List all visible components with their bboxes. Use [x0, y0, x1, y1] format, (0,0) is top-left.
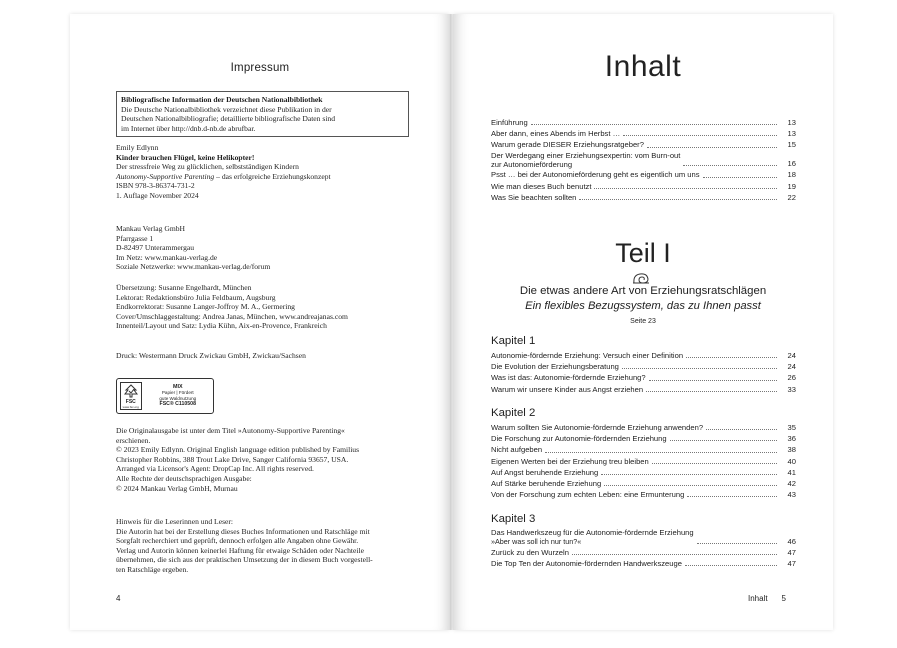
toc-entry[interactable]: Warum wir unsere Kinder aus Angst erziehen 33 — [491, 384, 796, 394]
rights-info — [116, 426, 416, 493]
toc-entry[interactable]: Die Forschung zur Autonomie-fördernden Erziehung 36 — [491, 434, 796, 444]
fsc-code: FSC® C110508 — [159, 400, 196, 407]
chapter-1-toc — [491, 350, 796, 395]
toc-entry[interactable]: Warum sollten Sie Autonomie-fördernde Erziehung anwenden? 35 — [491, 423, 796, 432]
print-info: Druck: Westermann Druck Zwickau GmbH, Zwickau/Sachsen — [116, 351, 306, 360]
credit-line: Endkorrektorat: Susanne Langer-Joffroy M. A., Germering — [116, 302, 295, 312]
biblio-line: im Internet über http://dnb.d-nb.de abrufbar. — [121, 123, 256, 133]
rights-line: © 2023 Emily Edlynn. Original English language edition published by Familius — [116, 445, 360, 455]
publisher-line: Mankau Verlag GmbH — [116, 224, 186, 233]
toc-entry[interactable]: Auf Stärke beruhende Erziehung 42 — [491, 479, 796, 489]
fsc-brand: FSC — [125, 399, 136, 405]
toc-entry[interactable]: Was ist das: Autonomie-fördernde Erziehung? 26 — [491, 373, 796, 383]
publisher-line: Pfarrgasse 1 — [116, 233, 154, 243]
right-page-footer — [748, 594, 786, 603]
footer-label: Inhalt — [747, 594, 768, 603]
rights-line: Arranged via Licensor's Agent: DropCap Inc. All rights reserved. — [116, 464, 314, 474]
toc-entry[interactable]: Die Top Ten der Autonomie-fördernden Handwerkszeuge 47 — [491, 559, 796, 569]
part-page: Seite 23 — [630, 318, 656, 325]
publisher-info — [116, 224, 416, 272]
original-title-rest: – das erfolgreiche Erziehungskonzept — [214, 171, 331, 181]
toc-entry[interactable]: Der Werdegang einer Erziehungsexpertin: vom Burn-out zur Autonomieförderung 16 — [491, 150, 796, 170]
toc-entry[interactable]: Wie man dieses Buch benutzt 19 — [491, 181, 796, 191]
note-line: übernehmen, die sich aus der praktischen Umsetzung der in diesem Buch vorgestell- — [116, 555, 373, 565]
rights-line: Christopher Robbins, 388 Trout Lake Drive, Sanger California 93657, USA. — [116, 454, 349, 464]
rights-line: Die Originalausgabe ist unter dem Titel »Autonomy-Supportive Parenting« — [116, 426, 345, 435]
part-subtitle: Die etwas andere Art von Erziehungsratschlägen — [519, 285, 767, 297]
fsc-site: www.fsc.org — [122, 405, 139, 409]
impressum-title: Impressum — [230, 62, 290, 74]
credit-line: Cover/Umschlaggestaltung: Andrea Janas, München, www.andreajanas.com — [116, 311, 348, 321]
chapter-2-toc — [491, 422, 796, 500]
chapter-3-toc — [491, 528, 796, 569]
edition: 1. Auflage November 2024 — [116, 190, 199, 200]
publisher-line: Im Netz: www.mankau-verlag.de — [116, 252, 218, 262]
left-page — [70, 14, 450, 630]
isbn: ISBN 978-3-86374-731-2 — [116, 181, 195, 191]
book-title: Kinder brauchen Flügel, keine Helikopter! — [116, 152, 255, 162]
toc-entry[interactable]: Die Evolution der Erziehungsberatung 24 — [491, 362, 796, 372]
note-line: ten Ratschläge ergeben. — [116, 564, 189, 574]
chapter-2-label: Kapitel 2 — [491, 407, 536, 419]
fsc-tree-icon — [120, 382, 142, 410]
credits — [116, 283, 416, 331]
rights-line: Alle Rechte der deutschsprachigen Ausgabe: — [116, 473, 252, 483]
contents-title: Inhalt — [604, 50, 682, 83]
author: Emily Edlynn — [116, 143, 159, 152]
right-page — [453, 14, 833, 630]
part-subtitle-italic: Ein flexibles Bezugssystem, das zu Ihnen passt — [525, 300, 761, 312]
toc-entry[interactable]: Nicht aufgeben 38 — [491, 445, 796, 455]
rights-line: © 2024 Mankau Verlag GmbH, Murnau — [116, 483, 238, 493]
note-line: Hinweis für die Leserinnen und Leser: — [116, 517, 234, 526]
note-line: Sorgfalt recherchiert und geprüft, dennoch erfolgen alle Angaben ohne Gewähr. — [116, 536, 359, 546]
fsc-paper-line: gute Waldnutzung — [159, 396, 197, 401]
publisher-line: D-82497 Unterammergau — [116, 243, 195, 253]
publisher-line: Soziale Netzwerke: www.mankau-verlag.de/forum — [116, 262, 271, 272]
toc-entry[interactable]: Zurück zu den Wurzeln 47 — [491, 547, 796, 557]
toc-entry[interactable]: Autonomie-fördernde Erziehung: Versuch einer Definition 24 — [491, 351, 796, 360]
page-number-right: 5 — [781, 594, 786, 603]
bibliographic-info-box — [116, 91, 409, 137]
book-subtitle: Der stressfreie Weg zu glücklichen, selbstständigen Kindern — [116, 162, 299, 172]
biblio-line: Deutschen Nationalbibliografie; detaillierte bibliografische Daten sind — [121, 114, 336, 124]
credit-line: Lektorat: Redaktionsbüro Julia Feldbaum, Augsburg — [116, 292, 276, 302]
note-line: Verlag und Autorin können keinerlei Haftung für etwaige Schäden oder Nachteile — [116, 545, 364, 555]
credit-line: Übersetzung: Susanne Engelhardt, München — [116, 283, 252, 292]
credit-line: Innenteil/Layout und Satz: Lydia Kühn, Aix-en-Provence, Frankreich — [116, 321, 327, 331]
toc-entry[interactable]: Aber dann, eines Abends im Herbst … 13 — [491, 129, 796, 139]
book-info — [116, 143, 416, 201]
biblio-title: Bibliografische Information der Deutschen Nationalbibliothek — [121, 95, 323, 104]
chapter-1-label: Kapitel 1 — [491, 335, 536, 347]
fsc-text — [146, 385, 210, 407]
toc-entry[interactable]: Einführung 13 — [491, 118, 796, 127]
toc-entry[interactable]: Warum gerade DIESER Erziehungsratgeber? 15 — [491, 140, 796, 150]
intro-toc — [491, 117, 796, 203]
part-title: Teil I — [615, 238, 671, 268]
toc-entry[interactable]: Psst … bei der Autonomieförderung geht es eigentlich um uns 18 — [491, 170, 796, 180]
fsc-paper-line: Papier | Fördert — [161, 390, 194, 396]
original-title: Autonomy-Supportive Parenting — [116, 171, 215, 181]
note-line: Die Autorin hat bei der Erstellung dieses Buches Informationen und Ratschläge mit — [116, 526, 370, 536]
toc-entry[interactable]: Was Sie beachten sollten 22 — [491, 192, 796, 202]
original-title-line — [116, 172, 416, 182]
shell-icon — [632, 272, 650, 284]
toc-entry[interactable]: Von der Forschung zum echten Leben: eine Ermunterung 43 — [491, 490, 796, 500]
fsc-mix: MIX — [172, 383, 183, 390]
fsc-logo — [116, 378, 214, 414]
toc-entry[interactable]: Das Handwerkszeug für die Autonomie-fördernde Erziehung »Aber was soll ich nur tun?« 46 — [491, 528, 796, 547]
rights-line: erschienen. — [116, 435, 151, 445]
biblio-line: Die Deutsche Nationalbibliothek verzeichnet diese Publikation in der — [121, 104, 332, 114]
toc-entry[interactable]: Eigenen Werten bei der Erziehung treu bleiben 40 — [491, 456, 796, 466]
toc-entry[interactable]: Auf Angst beruhende Erziehung 41 — [491, 467, 796, 477]
chapter-3-label: Kapitel 3 — [491, 513, 536, 525]
reader-note — [116, 517, 416, 575]
page-number-left: 4 — [116, 594, 121, 603]
